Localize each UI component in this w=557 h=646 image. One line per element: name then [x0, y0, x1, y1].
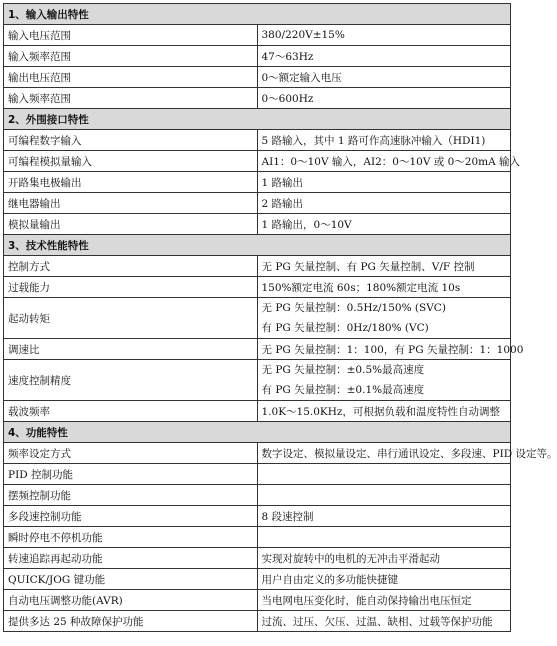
spec-label: 开路集电极输出: [4, 172, 258, 193]
spec-row: [4, 569, 511, 590]
spec-value: 1.0K～15.0KHz，可根据负载和温度特性自动调整: [257, 401, 511, 422]
spec-label: 输入频率范围: [4, 88, 258, 109]
spec-label: 可编程数字输入: [4, 130, 258, 151]
spec-value-cell: [257, 298, 511, 339]
spec-value: 47～63Hz: [257, 46, 511, 67]
spec-row: [4, 256, 511, 277]
section-header-row: [4, 109, 511, 130]
spec-row: [4, 46, 511, 67]
spec-label: 输入频率范围: [4, 46, 258, 67]
spec-label: 模拟量输出: [4, 214, 258, 235]
spec-row: [4, 277, 511, 298]
spec-row: [4, 443, 511, 464]
spec-row: [4, 172, 511, 193]
spec-table: [3, 3, 557, 632]
spec-label: 多段速控制功能: [4, 506, 258, 527]
spec-label: PID 控制功能: [4, 464, 258, 485]
section-header-row: [4, 4, 511, 25]
spec-label: 速度控制精度: [4, 360, 258, 401]
spec-value-cell: [257, 360, 511, 401]
spec-value: [257, 464, 511, 485]
spec-value-line: 无 PG 矢量控制：±0.5%最高速度: [261, 364, 425, 376]
spec-label: 转速追踪再起动功能: [4, 548, 258, 569]
spec-value: 150%额定电流 60s；180%额定电流 10s: [257, 277, 511, 298]
spec-label: 输出电压范围: [4, 67, 258, 88]
spec-row: [4, 548, 511, 569]
spec-value: 380/220V±15%: [257, 25, 511, 46]
spec-value: 8 段速控制: [257, 506, 511, 527]
spec-row: [4, 130, 511, 151]
spec-row: [4, 464, 511, 485]
spec-label: 频率设定方式: [4, 443, 258, 464]
spec-label: 输入电压范围: [4, 25, 258, 46]
section-title: 2、外围接口特性: [4, 109, 511, 130]
section-title: 3、技术性能特性: [4, 235, 511, 256]
spec-row: [4, 193, 511, 214]
spec-row: [4, 25, 511, 46]
spec-value: 1 路输出: [257, 172, 511, 193]
spec-label: 继电器输出: [4, 193, 258, 214]
spec-value: 5 路输入，其中 1 路可作高速脉冲输入（HDI1): [257, 130, 511, 151]
spec-row: [4, 67, 511, 88]
spec-label: 控制方式: [4, 256, 258, 277]
section-title: 4、功能特性: [4, 422, 511, 443]
spec-value: 用户自由定义的多功能快捷键: [257, 569, 511, 590]
spec-value-line: 有 PG 矢量控制：0Hz/180% (VC): [261, 322, 429, 334]
spec-label: 起动转矩: [4, 298, 258, 339]
spec-value: 数字设定、模拟量设定、串行通讯设定、多段速、PID 设定等。: [257, 443, 511, 464]
spec-row: [4, 611, 511, 632]
spec-label: 载波频率: [4, 401, 258, 422]
spec-value: 2 路输出: [257, 193, 511, 214]
spec-row: [4, 485, 511, 506]
spec-value: 0～额定输入电压: [257, 67, 511, 88]
spec-value-line: 无 PG 矢量控制：0.5Hz/150% (SVC): [261, 302, 446, 314]
spec-label: 摆频控制功能: [4, 485, 258, 506]
spec-label: 可编程模拟量输入: [4, 151, 258, 172]
spec-value: 1 路输出，0～10V: [257, 214, 511, 235]
spec-label: 自动电压调整功能(AVR): [4, 590, 258, 611]
spec-value: 当电网电压变化时，能自动保持输出电压恒定: [257, 590, 511, 611]
spec-label: 调速比: [4, 339, 258, 360]
spec-value: [257, 527, 511, 548]
spec-row: [4, 590, 511, 611]
spec-row: [4, 527, 511, 548]
spec-row: [4, 506, 511, 527]
spec-value: 无 PG 矢量控制：1：100，有 PG 矢量控制：1：1000: [257, 339, 511, 360]
spec-label: 瞬时停电不停机功能: [4, 527, 258, 548]
section-title: 1、输入输出特性: [4, 4, 511, 25]
spec-row: [4, 339, 511, 360]
spec-label: QUICK/JOG 键功能: [4, 569, 258, 590]
spec-value: 0～600Hz: [257, 88, 511, 109]
spec-row: [4, 360, 511, 401]
spec-row: [4, 298, 511, 339]
spec-row: [4, 151, 511, 172]
spec-label: 提供多达 25 种故障保护功能: [4, 611, 258, 632]
spec-value: [257, 485, 511, 506]
spec-table-body: [4, 4, 557, 632]
section-header-row: [4, 422, 511, 443]
spec-value: 实现对旋转中的电机的无冲击平滑起动: [257, 548, 511, 569]
spec-label: 过载能力: [4, 277, 258, 298]
spec-value: 无 PG 矢量控制、有 PG 矢量控制、V/F 控制: [257, 256, 511, 277]
spec-row: [4, 214, 511, 235]
spec-value: 过流、过压、欠压、过温、缺相、过载等保护功能: [257, 611, 511, 632]
spec-value-line: 有 PG 矢量控制：±0.1%最高速度: [261, 384, 425, 396]
spec-row: [4, 88, 511, 109]
section-header-row: [4, 235, 511, 256]
spec-row: [4, 401, 511, 422]
spec-value: AI1：0～10V 输入，AI2：0～10V 或 0～20mA 输入: [257, 151, 511, 172]
